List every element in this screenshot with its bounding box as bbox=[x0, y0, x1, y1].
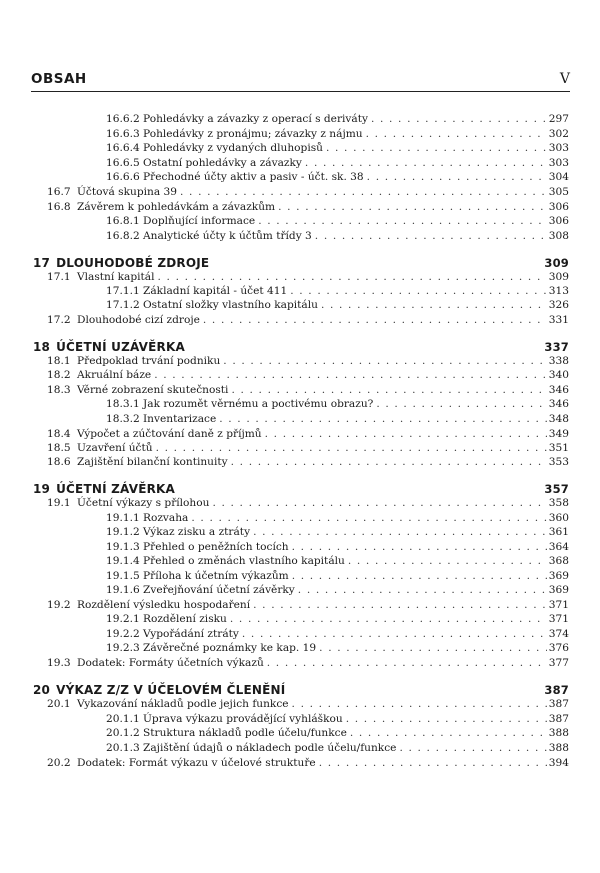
toc-subsection bbox=[106, 141, 569, 155]
toc-subsection bbox=[106, 397, 569, 411]
section-title: Struktura nákladů podle účelu/funkce bbox=[143, 727, 347, 739]
section-title: Věrné zobrazení skutečnosti bbox=[77, 384, 229, 396]
dot-leader bbox=[230, 612, 547, 626]
dot-leader bbox=[298, 583, 547, 597]
page-number: 388 bbox=[548, 727, 569, 739]
section-title: Ostatní pohledávky a závazky bbox=[143, 157, 302, 169]
page-number: 302 bbox=[548, 128, 569, 140]
section-title: Výkaz zisku a ztráty bbox=[143, 526, 251, 538]
dot-leader bbox=[366, 127, 547, 141]
section-number: 19.2.1 bbox=[106, 613, 140, 625]
toc-section bbox=[47, 185, 569, 199]
toc-section bbox=[47, 455, 569, 469]
dot-leader bbox=[258, 214, 547, 228]
page-number: 313 bbox=[548, 285, 569, 297]
page-number: 387 bbox=[548, 698, 569, 710]
toc-section bbox=[47, 441, 569, 455]
page-number: 364 bbox=[548, 541, 569, 553]
section-number: 17.1.1 bbox=[106, 285, 140, 297]
section-number: 16.7 bbox=[47, 186, 71, 198]
toc-subsection bbox=[106, 540, 569, 554]
toc-subsection bbox=[106, 569, 569, 583]
section-number: 18.6 bbox=[47, 456, 71, 468]
page-number: 306 bbox=[548, 201, 569, 213]
toc-section bbox=[47, 656, 569, 670]
dot-leader bbox=[292, 569, 547, 583]
section-title: Vlastní kapitál bbox=[77, 271, 155, 283]
dot-leader bbox=[180, 185, 547, 199]
toc-subsection bbox=[106, 741, 569, 755]
section-number: 19.3 bbox=[47, 657, 71, 669]
section-title: Zveřejňování účetní závěrky bbox=[143, 584, 295, 596]
page-number: 309 bbox=[548, 271, 569, 283]
page-header bbox=[31, 71, 570, 92]
dot-leader bbox=[315, 229, 547, 243]
section-number: 18.2 bbox=[47, 369, 71, 381]
section-title: Uzavření účtů bbox=[77, 442, 153, 454]
toc-section bbox=[47, 496, 569, 510]
dot-leader bbox=[305, 156, 547, 170]
section-title: Doplňující informace bbox=[143, 215, 256, 227]
page-number: 368 bbox=[548, 555, 569, 567]
toc-subsection bbox=[106, 170, 569, 184]
dot-leader bbox=[292, 540, 547, 554]
section-number: 17.1.2 bbox=[106, 299, 140, 311]
section-title: Dlouhodobé cizí zdroje bbox=[77, 314, 200, 326]
toc-subsection bbox=[106, 298, 569, 312]
section-number: 18.5 bbox=[47, 442, 71, 454]
page-number: 387 bbox=[544, 683, 569, 697]
section-title: Základní kapitál - účet 411 bbox=[143, 285, 288, 297]
toc-section bbox=[47, 598, 569, 612]
section-title: Jak rozumět věrnému a poctivému obrazu? bbox=[143, 398, 374, 410]
section-title: Rozdělení výsledku hospodaření bbox=[77, 599, 251, 611]
page-number: 331 bbox=[548, 314, 569, 326]
section-number: 19.1.5 bbox=[106, 570, 140, 582]
toc-subsection bbox=[106, 525, 569, 539]
section-title: Rozvaha bbox=[143, 512, 189, 524]
dot-leader bbox=[348, 554, 547, 568]
section-title: Dodatek: Formát výkazu v účelové struktuře bbox=[77, 757, 316, 769]
section-number: 16.6.5 bbox=[106, 157, 140, 169]
page-number: 388 bbox=[548, 742, 569, 754]
dot-leader bbox=[223, 354, 546, 368]
page-number: 349 bbox=[548, 428, 569, 440]
section-number: 18.3.2 bbox=[106, 413, 140, 425]
toc-subsection bbox=[106, 627, 569, 641]
dot-leader bbox=[376, 397, 546, 411]
section-number: 16.6.6 bbox=[106, 171, 140, 183]
section-number: 19.1 bbox=[47, 497, 71, 509]
section-title: Předpoklad trvání podniku bbox=[77, 355, 221, 367]
toc-subsection bbox=[106, 612, 569, 626]
dot-leader bbox=[319, 756, 547, 770]
page-number: 376 bbox=[548, 642, 569, 654]
toc-subsection bbox=[106, 156, 569, 170]
page-number: 303 bbox=[548, 157, 569, 169]
section-number: 16.6.2 bbox=[106, 113, 140, 125]
page-number: 297 bbox=[548, 113, 569, 125]
page-number: 369 bbox=[548, 570, 569, 582]
section-number: 20.1.2 bbox=[106, 727, 140, 739]
toc-subsection bbox=[106, 511, 569, 525]
section-number: 19.1.1 bbox=[106, 512, 140, 524]
page-number: 377 bbox=[548, 657, 569, 669]
toc-subsection bbox=[106, 726, 569, 740]
toc-subsection bbox=[106, 583, 569, 597]
dot-leader bbox=[399, 741, 546, 755]
page-number: 338 bbox=[548, 355, 569, 367]
page-number: 346 bbox=[548, 384, 569, 396]
section-title: Dodatek: Formáty účetních výkazů bbox=[77, 657, 264, 669]
page-number: 371 bbox=[548, 613, 569, 625]
page-number: 326 bbox=[548, 299, 569, 311]
toc-section bbox=[47, 200, 569, 214]
section-title: Pohledávky z pronájmu; závazky z nájmu bbox=[143, 128, 363, 140]
page-number: 353 bbox=[548, 456, 569, 468]
dot-leader bbox=[191, 511, 546, 525]
dot-leader bbox=[326, 141, 547, 155]
page-number: 337 bbox=[544, 340, 569, 354]
page-number: 371 bbox=[548, 599, 569, 611]
section-title: Inventarizace bbox=[143, 413, 217, 425]
section-number: 20.1.3 bbox=[106, 742, 140, 754]
section-number: 17.1 bbox=[47, 271, 71, 283]
dot-leader bbox=[292, 697, 547, 711]
toc-subsection bbox=[106, 127, 569, 141]
section-title: Vypořádání ztráty bbox=[143, 628, 239, 640]
section-number: 19.2.3 bbox=[106, 642, 140, 654]
page-number: 340 bbox=[548, 369, 569, 381]
section-title: Ostatní složky vlastního kapitálu bbox=[143, 299, 318, 311]
section-number: 16.6.4 bbox=[106, 142, 140, 154]
section-number: 19.2.2 bbox=[106, 628, 140, 640]
toc-subsection bbox=[106, 229, 569, 243]
section-title: Akruální báze bbox=[77, 369, 152, 381]
section-title: Výpočet a zúčtování daně z příjmů bbox=[77, 428, 262, 440]
dot-leader bbox=[219, 412, 547, 426]
page-number: 358 bbox=[548, 497, 569, 509]
section-title: Účtová skupina 39 bbox=[77, 186, 177, 198]
section-number: 19.1.2 bbox=[106, 526, 140, 538]
section-title: Úprava výkazu provádějící vyhláškou bbox=[143, 713, 343, 725]
toc-subsection bbox=[106, 554, 569, 568]
toc-section bbox=[47, 270, 569, 284]
page-number: 360 bbox=[548, 512, 569, 524]
page-number: 369 bbox=[548, 584, 569, 596]
toc-section bbox=[47, 383, 569, 397]
section-title: Závěrem k pohledávkám a závazkům bbox=[77, 201, 276, 213]
page-number: 305 bbox=[548, 186, 569, 198]
section-title: Zajištění údajů o nákladech podle účelu/funkce bbox=[143, 742, 397, 754]
section-title: Přehled o změnách vlastního kapitálu bbox=[143, 555, 345, 567]
header-title: OBSAH bbox=[31, 71, 87, 87]
toc-section bbox=[47, 697, 569, 711]
chapter-title: VÝKAZ Z/Z V ÚČELOVÉM ČLENĚNÍ bbox=[56, 683, 286, 697]
section-title: Pohledávky a závazky z operací s deriváty bbox=[143, 113, 368, 125]
section-title: Zajištění bilanční kontinuity bbox=[77, 456, 228, 468]
section-title: Pohledávky z vydaných dluhopisů bbox=[143, 142, 323, 154]
dot-leader bbox=[321, 298, 547, 312]
section-number: 16.8.1 bbox=[106, 215, 140, 227]
toc-section bbox=[47, 354, 569, 368]
toc-subsection bbox=[106, 284, 569, 298]
dot-leader bbox=[253, 598, 547, 612]
chapter-number: 20 bbox=[33, 683, 51, 697]
dot-leader bbox=[265, 427, 547, 441]
dot-leader bbox=[253, 525, 547, 539]
chapter-number: 19 bbox=[33, 482, 51, 496]
chapter-title: ÚČETNÍ ZÁVĚRKA bbox=[56, 482, 176, 496]
toc-section bbox=[47, 368, 569, 382]
page-number: 357 bbox=[544, 482, 569, 496]
section-number: 18.1 bbox=[47, 355, 71, 367]
dot-leader bbox=[203, 313, 547, 327]
section-number: 19.1.3 bbox=[106, 541, 140, 553]
section-number: 16.6.3 bbox=[106, 128, 140, 140]
section-title: Závěrečné poznámky ke kap. 19 bbox=[143, 642, 317, 654]
section-number: 19.2 bbox=[47, 599, 71, 611]
dot-leader bbox=[158, 270, 547, 284]
section-title: Přechodné účty aktiv a pasiv - účt. sk. 38 bbox=[143, 171, 364, 183]
page-number: 394 bbox=[548, 757, 569, 769]
dot-leader bbox=[350, 726, 547, 740]
page-number: 309 bbox=[544, 256, 569, 270]
toc-subsection bbox=[106, 641, 569, 655]
chapter-number: 18 bbox=[33, 340, 51, 354]
dot-leader bbox=[231, 455, 547, 469]
dot-leader bbox=[278, 200, 547, 214]
section-number: 18.3.1 bbox=[106, 398, 140, 410]
chapter-title: ÚČETNÍ UZÁVĚRKA bbox=[56, 340, 185, 354]
page-number: 308 bbox=[548, 230, 569, 242]
dot-leader bbox=[367, 170, 547, 184]
section-number: 16.8.2 bbox=[106, 230, 140, 242]
dot-leader bbox=[154, 368, 547, 382]
toc-section bbox=[47, 756, 569, 770]
header-page-numeral: V bbox=[559, 71, 570, 87]
toc-section bbox=[47, 427, 569, 441]
dot-leader bbox=[267, 656, 547, 670]
dot-leader bbox=[346, 712, 547, 726]
section-title: Příloha k účetním výkazům bbox=[143, 570, 289, 582]
page-number: 351 bbox=[548, 442, 569, 454]
page-number: 361 bbox=[548, 526, 569, 538]
section-number: 20.1 bbox=[47, 698, 71, 710]
dot-leader bbox=[242, 627, 547, 641]
page-number: 374 bbox=[548, 628, 569, 640]
section-number: 19.1.6 bbox=[106, 584, 140, 596]
page-number: 346 bbox=[548, 398, 569, 410]
page-number: 387 bbox=[548, 713, 569, 725]
chapter-number: 17 bbox=[33, 256, 51, 270]
section-title: Přehled o peněžních tocích bbox=[143, 541, 289, 553]
toc-section bbox=[47, 313, 569, 327]
section-number: 18.4 bbox=[47, 428, 71, 440]
section-title: Analytické účty k účtům třídy 3 bbox=[143, 230, 312, 242]
section-number: 19.1.4 bbox=[106, 555, 140, 567]
section-number: 20.2 bbox=[47, 757, 71, 769]
page-number: 304 bbox=[548, 171, 569, 183]
page-number: 348 bbox=[548, 413, 569, 425]
section-title: Účetní výkazy s přílohou bbox=[77, 497, 210, 509]
toc-subsection bbox=[106, 214, 569, 228]
section-number: 18.3 bbox=[47, 384, 71, 396]
section-number: 16.8 bbox=[47, 201, 71, 213]
dot-leader bbox=[319, 641, 547, 655]
dot-leader bbox=[156, 441, 547, 455]
dot-leader bbox=[290, 284, 547, 298]
section-title: Vykazování nákladů podle jejich funkce bbox=[77, 698, 289, 710]
toc-subsection bbox=[106, 712, 569, 726]
section-number: 20.1.1 bbox=[106, 713, 140, 725]
section-title: Rozdělení zisku bbox=[143, 613, 227, 625]
dot-leader bbox=[212, 496, 546, 510]
section-number: 17.2 bbox=[47, 314, 71, 326]
toc-subsection bbox=[106, 112, 569, 126]
page-number: 306 bbox=[548, 215, 569, 227]
dot-leader bbox=[231, 383, 546, 397]
toc-subsection bbox=[106, 412, 569, 426]
page-number: 303 bbox=[548, 142, 569, 154]
dot-leader bbox=[371, 112, 547, 126]
chapter-title: DLOUHODOBÉ ZDROJE bbox=[56, 256, 210, 270]
